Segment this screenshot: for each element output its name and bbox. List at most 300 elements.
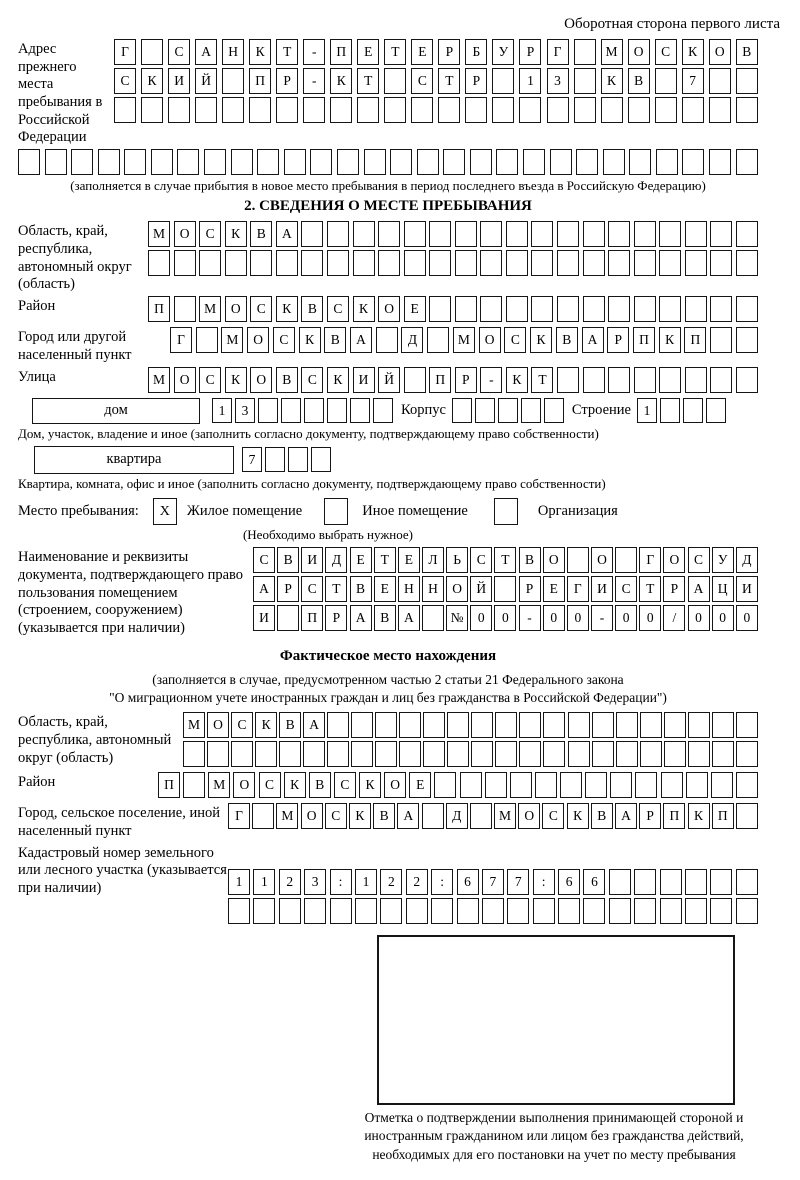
char-box[interactable] — [183, 741, 205, 767]
char-box[interactable] — [231, 149, 253, 175]
char-box[interactable] — [610, 772, 632, 798]
char-box[interactable]: / — [663, 605, 685, 631]
char-box[interactable]: Б — [465, 39, 487, 65]
char-box[interactable]: К — [349, 803, 371, 829]
char-box[interactable]: А — [195, 39, 217, 65]
char-box[interactable]: О — [663, 547, 685, 573]
char-box[interactable]: К — [299, 327, 321, 353]
dom-field[interactable]: дом — [32, 398, 200, 424]
char-box[interactable] — [640, 712, 662, 738]
char-box[interactable] — [304, 898, 326, 924]
char-box[interactable] — [608, 250, 630, 276]
char-box[interactable]: Р — [465, 68, 487, 94]
char-box[interactable] — [279, 898, 301, 924]
char-box[interactable]: С — [301, 576, 323, 602]
char-box[interactable]: Й — [378, 367, 400, 393]
char-box[interactable]: П — [249, 68, 271, 94]
char-box[interactable]: В — [628, 68, 650, 94]
char-box[interactable] — [455, 221, 477, 247]
char-box[interactable] — [550, 149, 572, 175]
char-box[interactable]: 0 — [470, 605, 492, 631]
char-box[interactable] — [506, 221, 528, 247]
char-box[interactable]: 6 — [457, 869, 479, 895]
char-box[interactable]: С — [199, 221, 221, 247]
char-box[interactable]: А — [253, 576, 275, 602]
char-box[interactable]: Р — [519, 576, 541, 602]
char-box[interactable] — [568, 712, 590, 738]
char-box[interactable] — [557, 296, 579, 322]
char-box[interactable] — [567, 547, 589, 573]
char-box[interactable]: В — [309, 772, 331, 798]
char-box[interactable] — [288, 447, 308, 472]
char-box[interactable]: У — [492, 39, 514, 65]
char-box[interactable] — [709, 97, 731, 123]
char-box[interactable] — [609, 898, 631, 924]
char-box[interactable] — [380, 898, 402, 924]
char-box[interactable] — [455, 296, 477, 322]
char-box[interactable]: С — [325, 803, 347, 829]
char-box[interactable] — [615, 547, 637, 573]
char-box[interactable]: К — [255, 712, 277, 738]
char-box[interactable] — [628, 97, 650, 123]
char-box[interactable] — [429, 296, 451, 322]
char-box[interactable] — [452, 398, 472, 423]
char-box[interactable]: П — [301, 605, 323, 631]
char-box[interactable] — [351, 712, 373, 738]
char-box[interactable]: К — [141, 68, 163, 94]
char-box[interactable]: 3 — [235, 398, 255, 423]
char-box[interactable] — [659, 367, 681, 393]
char-box[interactable] — [303, 741, 325, 767]
char-box[interactable] — [736, 296, 758, 322]
char-box[interactable] — [276, 97, 298, 123]
char-box[interactable]: М — [148, 367, 170, 393]
char-box[interactable] — [655, 68, 677, 94]
kvartira-field[interactable]: квартира — [34, 446, 234, 474]
char-box[interactable] — [736, 250, 758, 276]
char-box[interactable] — [583, 367, 605, 393]
char-box[interactable] — [736, 367, 758, 393]
char-box[interactable]: М — [199, 296, 221, 322]
char-box[interactable] — [736, 327, 758, 353]
char-box[interactable]: О — [384, 772, 406, 798]
char-box[interactable]: 3 — [547, 68, 569, 94]
char-box[interactable] — [574, 39, 596, 65]
char-box[interactable] — [592, 741, 614, 767]
char-box[interactable]: Й — [470, 576, 492, 602]
char-box[interactable] — [655, 97, 677, 123]
char-box[interactable]: М — [601, 39, 623, 65]
char-box[interactable] — [411, 97, 433, 123]
char-box[interactable] — [710, 869, 732, 895]
char-box[interactable]: В — [519, 547, 541, 573]
char-box[interactable] — [378, 250, 400, 276]
char-box[interactable] — [422, 803, 444, 829]
char-box[interactable] — [281, 398, 301, 423]
char-box[interactable] — [710, 327, 732, 353]
char-box[interactable]: О — [378, 296, 400, 322]
char-box[interactable]: А — [688, 576, 710, 602]
char-box[interactable] — [634, 296, 656, 322]
char-box[interactable]: - — [519, 605, 541, 631]
char-box[interactable]: М — [276, 803, 298, 829]
char-box[interactable]: К — [276, 296, 298, 322]
char-box[interactable]: П — [712, 803, 734, 829]
char-box[interactable] — [609, 869, 631, 895]
char-box[interactable] — [576, 149, 598, 175]
char-box[interactable] — [736, 221, 758, 247]
char-box[interactable] — [660, 398, 680, 423]
char-box[interactable]: Р — [325, 605, 347, 631]
char-box[interactable] — [327, 741, 349, 767]
char-box[interactable] — [547, 97, 569, 123]
char-box[interactable] — [406, 898, 428, 924]
char-box[interactable]: К — [359, 772, 381, 798]
char-box[interactable] — [431, 898, 453, 924]
char-box[interactable]: О — [479, 327, 501, 353]
char-box[interactable] — [471, 741, 493, 767]
char-box[interactable] — [225, 250, 247, 276]
char-box[interactable]: С — [259, 772, 281, 798]
char-box[interactable]: А — [350, 327, 372, 353]
char-box[interactable]: С — [334, 772, 356, 798]
char-box[interactable] — [404, 221, 426, 247]
char-box[interactable] — [222, 68, 244, 94]
char-box[interactable] — [141, 97, 163, 123]
char-box[interactable] — [250, 250, 272, 276]
char-box[interactable] — [390, 149, 412, 175]
char-box[interactable] — [404, 367, 426, 393]
char-box[interactable]: 1 — [253, 869, 275, 895]
char-box[interactable] — [608, 221, 630, 247]
char-box[interactable]: М — [208, 772, 230, 798]
char-box[interactable] — [710, 898, 732, 924]
char-box[interactable]: А — [397, 803, 419, 829]
char-box[interactable]: П — [148, 296, 170, 322]
char-box[interactable] — [640, 741, 662, 767]
char-box[interactable]: К — [530, 327, 552, 353]
char-box[interactable] — [574, 97, 596, 123]
char-box[interactable]: Е — [404, 296, 426, 322]
char-box[interactable]: 0 — [712, 605, 734, 631]
char-box[interactable]: А — [276, 221, 298, 247]
char-box[interactable] — [685, 296, 707, 322]
char-box[interactable] — [330, 97, 352, 123]
char-box[interactable]: П — [429, 367, 451, 393]
char-box[interactable]: В — [591, 803, 613, 829]
checkbox-org[interactable] — [494, 498, 518, 525]
char-box[interactable]: С — [250, 296, 272, 322]
char-box[interactable] — [330, 898, 352, 924]
char-box[interactable]: В — [276, 367, 298, 393]
char-box[interactable] — [460, 772, 482, 798]
char-box[interactable] — [506, 296, 528, 322]
char-box[interactable]: Т — [438, 68, 460, 94]
char-box[interactable] — [736, 803, 758, 829]
char-box[interactable] — [471, 712, 493, 738]
char-box[interactable]: 6 — [583, 869, 605, 895]
char-box[interactable]: 2 — [279, 869, 301, 895]
char-box[interactable] — [353, 250, 375, 276]
char-box[interactable]: Р — [438, 39, 460, 65]
char-box[interactable]: Е — [411, 39, 433, 65]
char-box[interactable] — [378, 221, 400, 247]
char-box[interactable] — [196, 327, 218, 353]
char-box[interactable] — [337, 149, 359, 175]
char-box[interactable]: П — [684, 327, 706, 353]
char-box[interactable] — [519, 712, 541, 738]
char-box[interactable]: Т — [357, 68, 379, 94]
char-box[interactable] — [664, 741, 686, 767]
char-box[interactable]: Е — [374, 576, 396, 602]
char-box[interactable] — [659, 221, 681, 247]
char-box[interactable] — [447, 741, 469, 767]
char-box[interactable]: Р — [663, 576, 685, 602]
char-box[interactable] — [736, 741, 758, 767]
char-box[interactable] — [177, 149, 199, 175]
char-box[interactable] — [357, 97, 379, 123]
char-box[interactable] — [519, 741, 541, 767]
char-box[interactable] — [384, 97, 406, 123]
char-box[interactable] — [535, 772, 557, 798]
char-box[interactable]: Д — [736, 547, 758, 573]
char-box[interactable] — [301, 250, 323, 276]
char-box[interactable] — [685, 898, 707, 924]
char-box[interactable] — [252, 803, 274, 829]
char-box[interactable] — [736, 97, 758, 123]
char-box[interactable] — [422, 605, 444, 631]
char-box[interactable]: О — [174, 221, 196, 247]
char-box[interactable] — [183, 772, 205, 798]
char-box[interactable]: - — [480, 367, 502, 393]
char-box[interactable]: 0 — [494, 605, 516, 631]
char-box[interactable] — [98, 149, 120, 175]
char-box[interactable] — [710, 250, 732, 276]
char-box[interactable]: О — [628, 39, 650, 65]
char-box[interactable]: С — [615, 576, 637, 602]
char-box[interactable] — [495, 741, 517, 767]
char-box[interactable]: Т — [384, 39, 406, 65]
char-box[interactable] — [457, 898, 479, 924]
char-box[interactable]: К — [659, 327, 681, 353]
char-box[interactable] — [685, 869, 707, 895]
char-box[interactable] — [736, 68, 758, 94]
char-box[interactable] — [685, 367, 707, 393]
char-box[interactable]: В — [301, 296, 323, 322]
char-box[interactable] — [523, 149, 545, 175]
char-box[interactable] — [364, 149, 386, 175]
char-box[interactable]: М — [183, 712, 205, 738]
char-box[interactable]: : — [431, 869, 453, 895]
char-box[interactable] — [423, 712, 445, 738]
char-box[interactable]: В — [250, 221, 272, 247]
char-box[interactable] — [616, 741, 638, 767]
char-box[interactable]: - — [303, 68, 325, 94]
char-box[interactable]: Р — [519, 39, 541, 65]
char-box[interactable]: О — [250, 367, 272, 393]
char-box[interactable] — [404, 250, 426, 276]
char-box[interactable] — [258, 398, 278, 423]
char-box[interactable] — [543, 712, 565, 738]
char-box[interactable] — [447, 712, 469, 738]
char-box[interactable] — [736, 712, 758, 738]
char-box[interactable] — [544, 398, 564, 423]
char-box[interactable]: И — [591, 576, 613, 602]
char-box[interactable] — [686, 772, 708, 798]
char-box[interactable] — [736, 149, 758, 175]
char-box[interactable] — [557, 250, 579, 276]
char-box[interactable]: 2 — [380, 869, 402, 895]
char-box[interactable] — [560, 772, 582, 798]
char-box[interactable]: И — [253, 605, 275, 631]
char-box[interactable]: О — [225, 296, 247, 322]
char-box[interactable] — [608, 296, 630, 322]
char-box[interactable]: : — [533, 869, 555, 895]
char-box[interactable]: В — [277, 547, 299, 573]
char-box[interactable]: О — [233, 772, 255, 798]
char-box[interactable] — [434, 772, 456, 798]
char-box[interactable] — [659, 250, 681, 276]
char-box[interactable] — [429, 250, 451, 276]
char-box[interactable]: : — [330, 869, 352, 895]
char-box[interactable] — [736, 869, 758, 895]
char-box[interactable] — [480, 221, 502, 247]
char-box[interactable]: 7 — [507, 869, 529, 895]
char-box[interactable]: Т — [374, 547, 396, 573]
char-box[interactable]: Л — [422, 547, 444, 573]
char-box[interactable] — [174, 296, 196, 322]
char-box[interactable] — [438, 97, 460, 123]
char-box[interactable] — [558, 898, 580, 924]
char-box[interactable] — [660, 898, 682, 924]
char-box[interactable] — [353, 221, 375, 247]
char-box[interactable]: С — [231, 712, 253, 738]
char-box[interactable]: Г — [639, 547, 661, 573]
char-box[interactable] — [506, 250, 528, 276]
char-box[interactable] — [375, 712, 397, 738]
char-box[interactable] — [710, 221, 732, 247]
char-box[interactable] — [710, 296, 732, 322]
char-box[interactable] — [141, 39, 163, 65]
char-box[interactable]: 0 — [688, 605, 710, 631]
char-box[interactable]: В — [373, 803, 395, 829]
char-box[interactable]: П — [633, 327, 655, 353]
char-box[interactable] — [568, 741, 590, 767]
checkbox-inoe[interactable] — [324, 498, 348, 525]
char-box[interactable]: Е — [409, 772, 431, 798]
char-box[interactable] — [592, 712, 614, 738]
char-box[interactable]: Г — [114, 39, 136, 65]
char-box[interactable] — [470, 149, 492, 175]
char-box[interactable] — [455, 250, 477, 276]
char-box[interactable] — [417, 149, 439, 175]
char-box[interactable] — [507, 898, 529, 924]
char-box[interactable]: Ц — [712, 576, 734, 602]
char-box[interactable] — [709, 68, 731, 94]
char-box[interactable] — [531, 250, 553, 276]
char-box[interactable] — [736, 772, 758, 798]
char-box[interactable] — [423, 741, 445, 767]
char-box[interactable] — [660, 869, 682, 895]
char-box[interactable] — [470, 803, 492, 829]
char-box[interactable] — [710, 367, 732, 393]
char-box[interactable] — [310, 149, 332, 175]
char-box[interactable] — [199, 250, 221, 276]
char-box[interactable]: О — [174, 367, 196, 393]
char-box[interactable]: Т — [276, 39, 298, 65]
char-box[interactable]: И — [301, 547, 323, 573]
char-box[interactable] — [475, 398, 495, 423]
char-box[interactable]: О — [591, 547, 613, 573]
char-box[interactable]: М — [494, 803, 516, 829]
char-box[interactable]: С — [168, 39, 190, 65]
char-box[interactable]: А — [398, 605, 420, 631]
char-box[interactable] — [355, 898, 377, 924]
char-box[interactable] — [222, 97, 244, 123]
char-box[interactable]: С — [655, 39, 677, 65]
char-box[interactable] — [498, 398, 518, 423]
char-box[interactable] — [685, 250, 707, 276]
char-box[interactable]: И — [353, 367, 375, 393]
char-box[interactable]: Р — [277, 576, 299, 602]
char-box[interactable] — [174, 250, 196, 276]
char-box[interactable]: Р — [276, 68, 298, 94]
char-box[interactable] — [531, 296, 553, 322]
char-box[interactable]: Н — [422, 576, 444, 602]
char-box[interactable] — [585, 772, 607, 798]
char-box[interactable]: В — [374, 605, 396, 631]
char-box[interactable] — [712, 741, 734, 767]
char-box[interactable]: С — [542, 803, 564, 829]
char-box[interactable] — [257, 149, 279, 175]
char-box[interactable] — [277, 605, 299, 631]
char-box[interactable] — [303, 97, 325, 123]
char-box[interactable] — [255, 741, 277, 767]
char-box[interactable]: Е — [398, 547, 420, 573]
char-box[interactable] — [327, 398, 347, 423]
char-box[interactable]: С — [273, 327, 295, 353]
char-box[interactable] — [682, 149, 704, 175]
char-box[interactable] — [373, 398, 393, 423]
char-box[interactable]: - — [303, 39, 325, 65]
char-box[interactable] — [168, 97, 190, 123]
checkbox-zhiloe[interactable]: X — [153, 498, 177, 525]
char-box[interactable] — [706, 398, 726, 423]
char-box[interactable] — [583, 296, 605, 322]
char-box[interactable] — [661, 772, 683, 798]
char-box[interactable] — [195, 97, 217, 123]
char-box[interactable]: Г — [547, 39, 569, 65]
char-box[interactable] — [574, 68, 596, 94]
char-box[interactable]: П — [663, 803, 685, 829]
char-box[interactable]: Р — [639, 803, 661, 829]
char-box[interactable]: 1 — [212, 398, 232, 423]
char-box[interactable]: Ь — [446, 547, 468, 573]
char-box[interactable]: № — [446, 605, 468, 631]
char-box[interactable]: С — [504, 327, 526, 353]
char-box[interactable] — [151, 149, 173, 175]
char-box[interactable] — [683, 398, 703, 423]
char-box[interactable]: 1 — [355, 869, 377, 895]
char-box[interactable] — [427, 327, 449, 353]
char-box[interactable]: 0 — [543, 605, 565, 631]
char-box[interactable] — [616, 712, 638, 738]
char-box[interactable] — [519, 97, 541, 123]
char-box[interactable]: 3 — [304, 869, 326, 895]
char-box[interactable]: В — [350, 576, 372, 602]
char-box[interactable] — [583, 250, 605, 276]
char-box[interactable]: В — [736, 39, 758, 65]
